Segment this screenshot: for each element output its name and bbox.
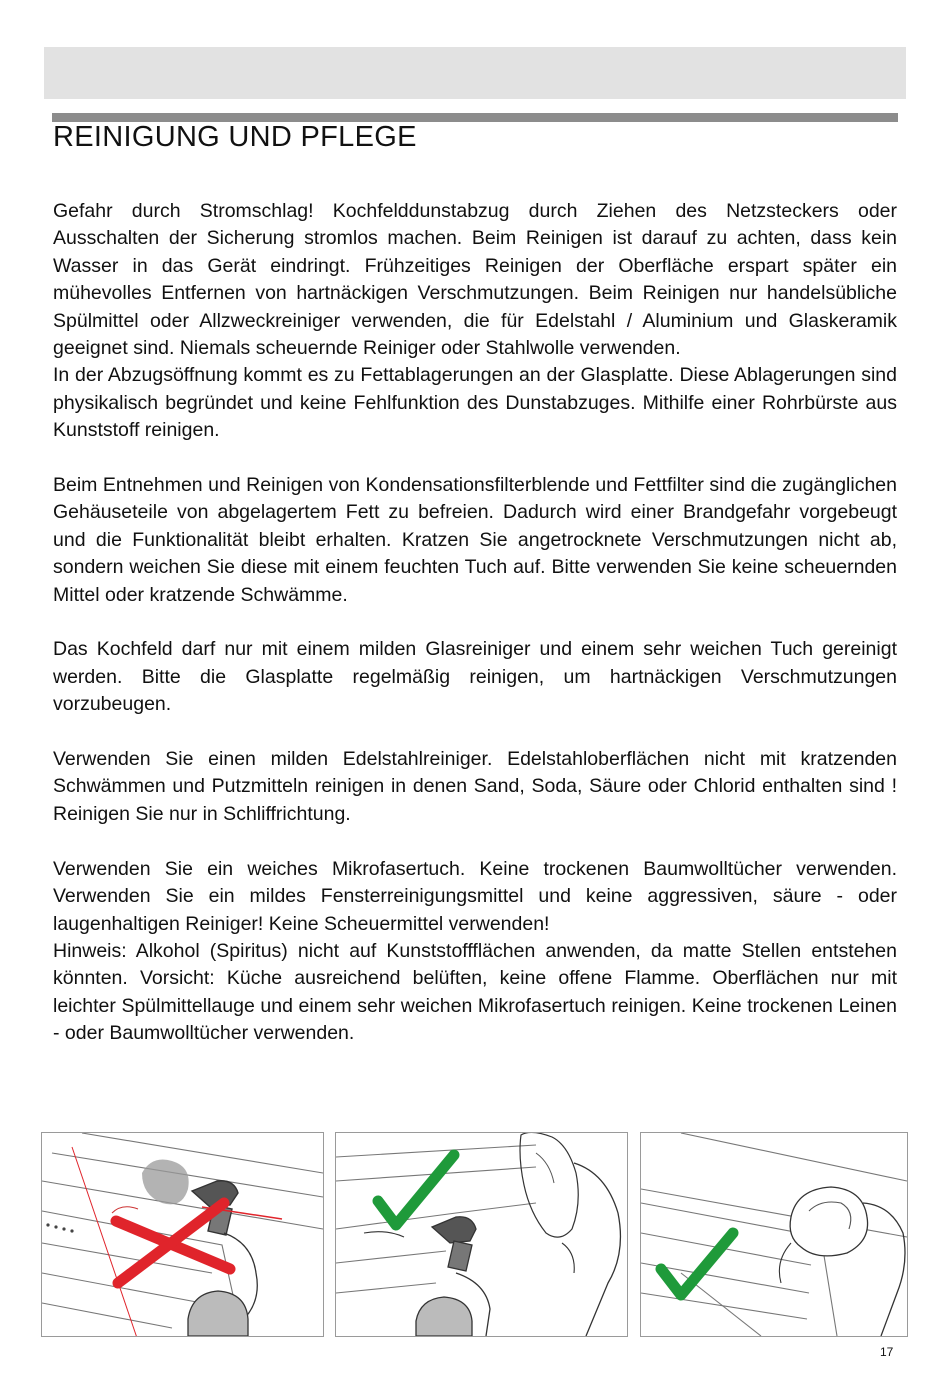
paragraph-note: Hinweis: Alkohol (Spiritus) nicht auf Kunststoffflächen anwenden, da matte Stellen entstehen könnten. Vorsicht: Küche ausreichend belüften, keine offene Flamme. Oberflächen nur mit leichter Spülmittellauge und einem sehr weichen Mikrofasertuch reinigen. Keine trockenen Leinen - oder Baumwolltücher verwenden.: [53, 939, 897, 1045]
illustration-spray-cloth: [335, 1132, 628, 1337]
spray-cooktop-drawing: [42, 1133, 323, 1336]
paragraph-filters: Beim Entnehmen und Reinigen von Kondensationsfilterblende und Fettfilter sind die zugänglichen Gehäuseteile von abgelagertem Fett zu befreien. Dadurch wird einer Brandgefahr vorgebeugt und die Funktionalität bleibt erhalten. Kratzen Sie angetrocknete Verschmutzungen nicht ab, sondern weichen Sie diese mit einem feuchten Tuch auf. Bitte verwenden Sie keine scheuernden Mittel oder kratzende Schwämme.: [53, 474, 897, 606]
illustration-wipe-cloth: [640, 1132, 908, 1337]
wipe-cloth-drawing: [641, 1133, 907, 1336]
illustration-spray-wrong: [41, 1132, 324, 1337]
body-text: [53, 198, 897, 1048]
page-number: 17: [880, 1345, 894, 1359]
page-title: REINIGUNG UND PFLEGE: [53, 121, 417, 153]
paragraph-stainless-steel: Verwenden Sie einen milden Edelstahlreiniger. Edelstahloberflächen nicht mit kratzenden Schwämmen und Putzmitteln reinigen in denen Sand, Soda, Säure oder Chlorid enthalten sind ! Reinigen Sie nur in Schliffrichtung.: [53, 748, 897, 825]
paragraph-grease-deposits: In der Abzugsöffnung kommt es zu Fettablagerungen an der Glasplatte. Diese Ablagerungen sind physikalisch begründet und keine Fehlfunktion des Dunstabzuges. Mithilfe einer Rohrbürste aus Kunststoff reinigen.: [53, 364, 897, 442]
header-band: [44, 47, 906, 99]
spray-cloth-drawing: [336, 1133, 627, 1336]
paragraph-microfiber: Verwenden Sie ein weiches Mikrofasertuch. Keine trockenen Baumwolltücher verwenden. Verwenden Sie ein mildes Fensterreinigungsmittel und keine aggressiven, säure - oder laugenhaltigen Reiniger! Keine Scheuermittel verwenden!: [53, 857, 897, 935]
illustrations: [0, 1132, 950, 1337]
paragraph-safety: Gefahr durch Stromschlag! Kochfelddunstabzug durch Ziehen des Netzsteckers oder Ausschalten der Sicherung stromlos machen. Beim Reinigen ist darauf zu achten, dass kein Wasser in das Gerät eindringt. Frühzeitiges Reinigen der Oberfläche erspart später ein mühevolles Entfernen von hartnäckigen Verschmutzungen. Beim Reinigen nur handelsübliche Spülmittel oder Allzweckreiniger verwenden, die für Edelstahl / Aluminium und Glaskeramik geeignet sind. Niemals scheuernde Reiniger oder Stahlwolle verwenden.: [53, 200, 897, 360]
paragraph-cooktop: Das Kochfeld darf nur mit einem milden Glasreiniger und einem sehr weichen Tuch gereinigt werden. Bitte die Glasplatte regelmäßig reinigen, um hartnäckigen Verschmutzungen vorzubeugen.: [53, 638, 897, 716]
